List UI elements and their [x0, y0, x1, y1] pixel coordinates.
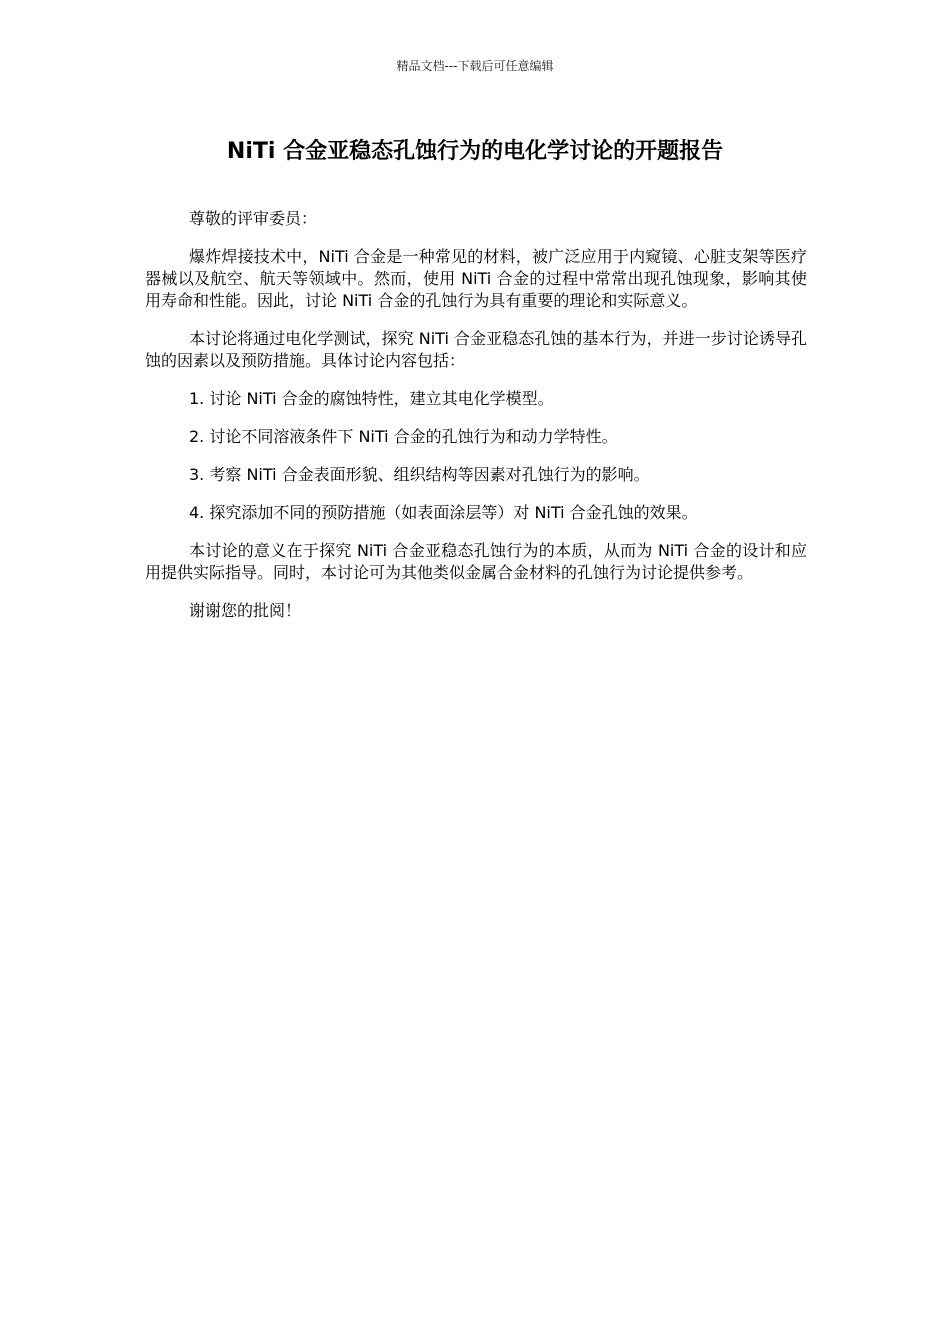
- list-item-2: 2. 讨论不同溶液条件下 NiTi 合金的孔蚀行为和动力学特性。: [189, 427, 618, 446]
- list-item-3: 3. 考察 NiTi 合金表面形貌、组织结构等因素对孔蚀行为的影响。: [189, 465, 650, 484]
- document-body: [145, 208, 807, 638]
- closing: 谢谢您的批阅！: [189, 601, 302, 620]
- list-item-1: 1. 讨论 NiTi 合金的腐蚀特性，建立其电化学模型。: [189, 389, 554, 408]
- list-item-4: 4. 探究添加不同的预防措施（如表面涂层等）对 NiTi 合金孔蚀的效果。: [189, 503, 698, 522]
- paragraph-significance: 本讨论的意义在于探究 NiTi 合金亚稳态孔蚀行为的本质，从而为 NiTi 合金的设计和应用提供实际指导。同时，本讨论可为其他类似金属合金材料的孔蚀行为讨论提供参考。: [145, 541, 807, 582]
- header-note: 精品文档---下载后可任意编辑: [396, 59, 554, 73]
- document-title: NiTi 合金亚稳态孔蚀行为的电化学讨论的开题报告: [226, 139, 724, 164]
- salutation: 尊敬的评审委员：: [189, 209, 318, 228]
- paragraph-plan: 本讨论将通过电化学测试，探究 NiTi 合金亚稳态孔蚀的基本行为，并进一步讨论诱导孔蚀的因素以及预防措施。具体讨论内容包括：: [145, 329, 807, 370]
- paragraph-background: 爆炸焊接技术中，NiTi 合金是一种常见的材料，被广泛应用于内窥镜、心脏支架等医疗器械以及航空、航天等领域中。然而，使用 NiTi 合金的过程中常常出现孔蚀现象，影响其使用寿命和性能。因此，讨论 NiTi 合金的孔蚀行为具有重要的理论和实际意义。: [145, 247, 807, 310]
